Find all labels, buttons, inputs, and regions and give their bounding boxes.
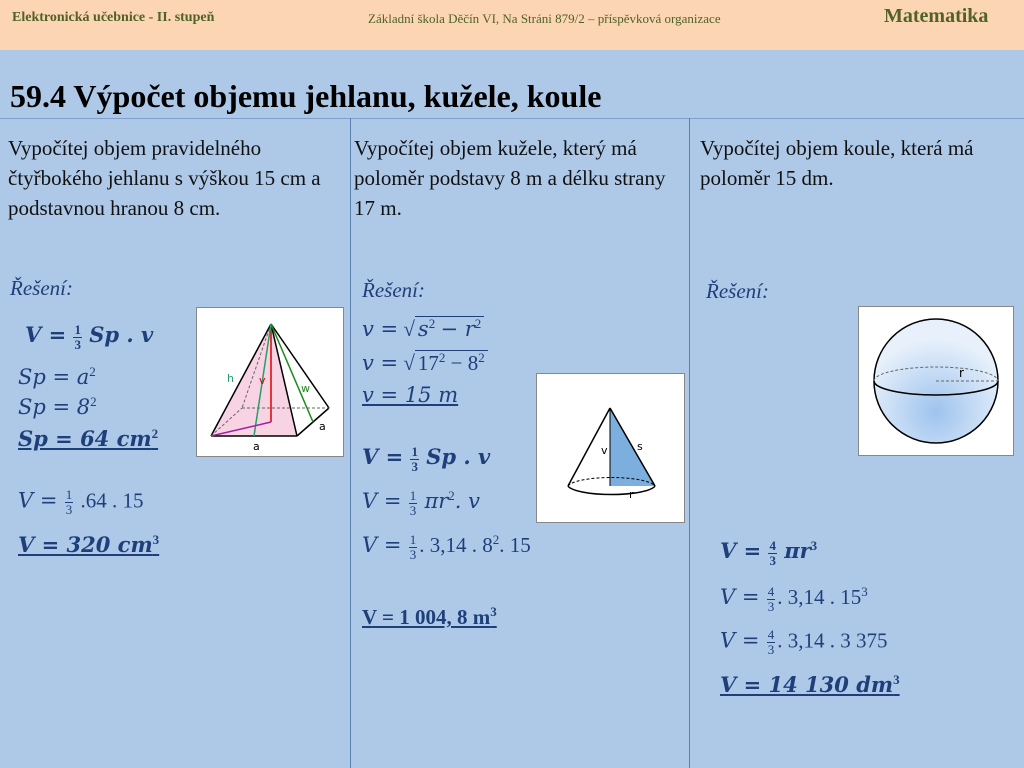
sphere-formula-3: V = $\frac{4}{3}$ . 3,14 . 3 375	[720, 627, 888, 657]
cone-label-v: v	[601, 444, 608, 457]
pyramid-label-h: h	[227, 372, 234, 385]
pyramid-formula-3: $Sp = 8^2$	[18, 394, 97, 419]
pyramid-label-w: w	[301, 382, 310, 395]
cone-formula-2: v = √ $17^2 - 8^2$	[362, 350, 488, 376]
column-divider-2	[689, 118, 690, 768]
header-school-text: Základní škola Děčín VI, Na Stráni 879/2 – příspěvková organizace	[368, 11, 721, 26]
sphere-label-r: r	[959, 366, 964, 380]
pyramid-task: Vypočítej objem pravidelného čtyřbokého jehlanu s výškou 15 cm a podstavnou hranou 8 cm.	[8, 136, 321, 220]
column-divider-1	[350, 118, 351, 768]
pyramid-formula-5: V = $\frac{1}{3}$ .64 . 15	[18, 487, 144, 517]
pyramid-figure	[196, 307, 344, 457]
cone-label-r: r	[629, 488, 634, 501]
cone-volume-result: V = 1 004, 8 $m^3$	[362, 604, 497, 629]
header-bar	[0, 0, 1024, 50]
sphere-formula-2: V = $\frac{4}{3}$ . 3,14 . $15^3$	[720, 583, 868, 614]
cone-formula-5: V = $\frac{1}{3}$ $\pi r^2$. v	[362, 487, 480, 518]
header-left-text: Elektronická učebnice - II. stupeň	[12, 10, 215, 25]
sphere-task: Vypočítej objem koule, která má poloměr 15 dm.	[700, 136, 974, 190]
pyramid-label-a1: a	[319, 420, 326, 433]
pyramid-reseni-label: Řešení:	[10, 276, 73, 300]
pyramid-base-result: Sp = 64 $cm^2$	[18, 426, 159, 451]
header-subject-text: Matematika	[884, 5, 989, 27]
pyramid-label-v: v	[259, 374, 266, 387]
pyramid-volume-result: V = 320 $cm^3$	[18, 532, 160, 557]
sphere-figure	[858, 306, 1014, 456]
cone-task: Vypočítej objem kužele, který má poloměr podstavy 8 m a délku strany 17 m.	[354, 136, 666, 220]
cone-formula-1: v = √ $s^2 - r^2$	[362, 316, 484, 342]
cone-height-result: v = 15 m	[362, 383, 459, 407]
pyramid-formula-1: V = $\frac{1}{3}$ Sp . v	[25, 321, 154, 352]
sphere-volume-result: V = 14 130 $dm^3$	[720, 672, 900, 697]
cone-reseni-label: Řešení:	[362, 278, 425, 302]
cone-formula-6: V = $\frac{1}{3}$ . 3,14 . $8^2$. 15	[362, 531, 531, 562]
cone-figure	[536, 373, 685, 523]
page-title: 59.4 Výpočet objemu jehlanu, kužele, koule	[10, 78, 602, 114]
sphere-reseni-label: Řešení:	[706, 279, 769, 303]
cone-formula-4: V = $\frac{1}{3}$ Sp . v	[362, 443, 491, 474]
pyramid-label-a2: a	[253, 440, 260, 453]
sphere-formula-1: V = $\frac{4}{3}$ $\pi r^3$	[720, 537, 818, 568]
title-divider	[0, 118, 1024, 119]
pyramid-formula-2: $Sp = a^2$	[18, 364, 96, 389]
cone-label-s: s	[637, 440, 643, 453]
